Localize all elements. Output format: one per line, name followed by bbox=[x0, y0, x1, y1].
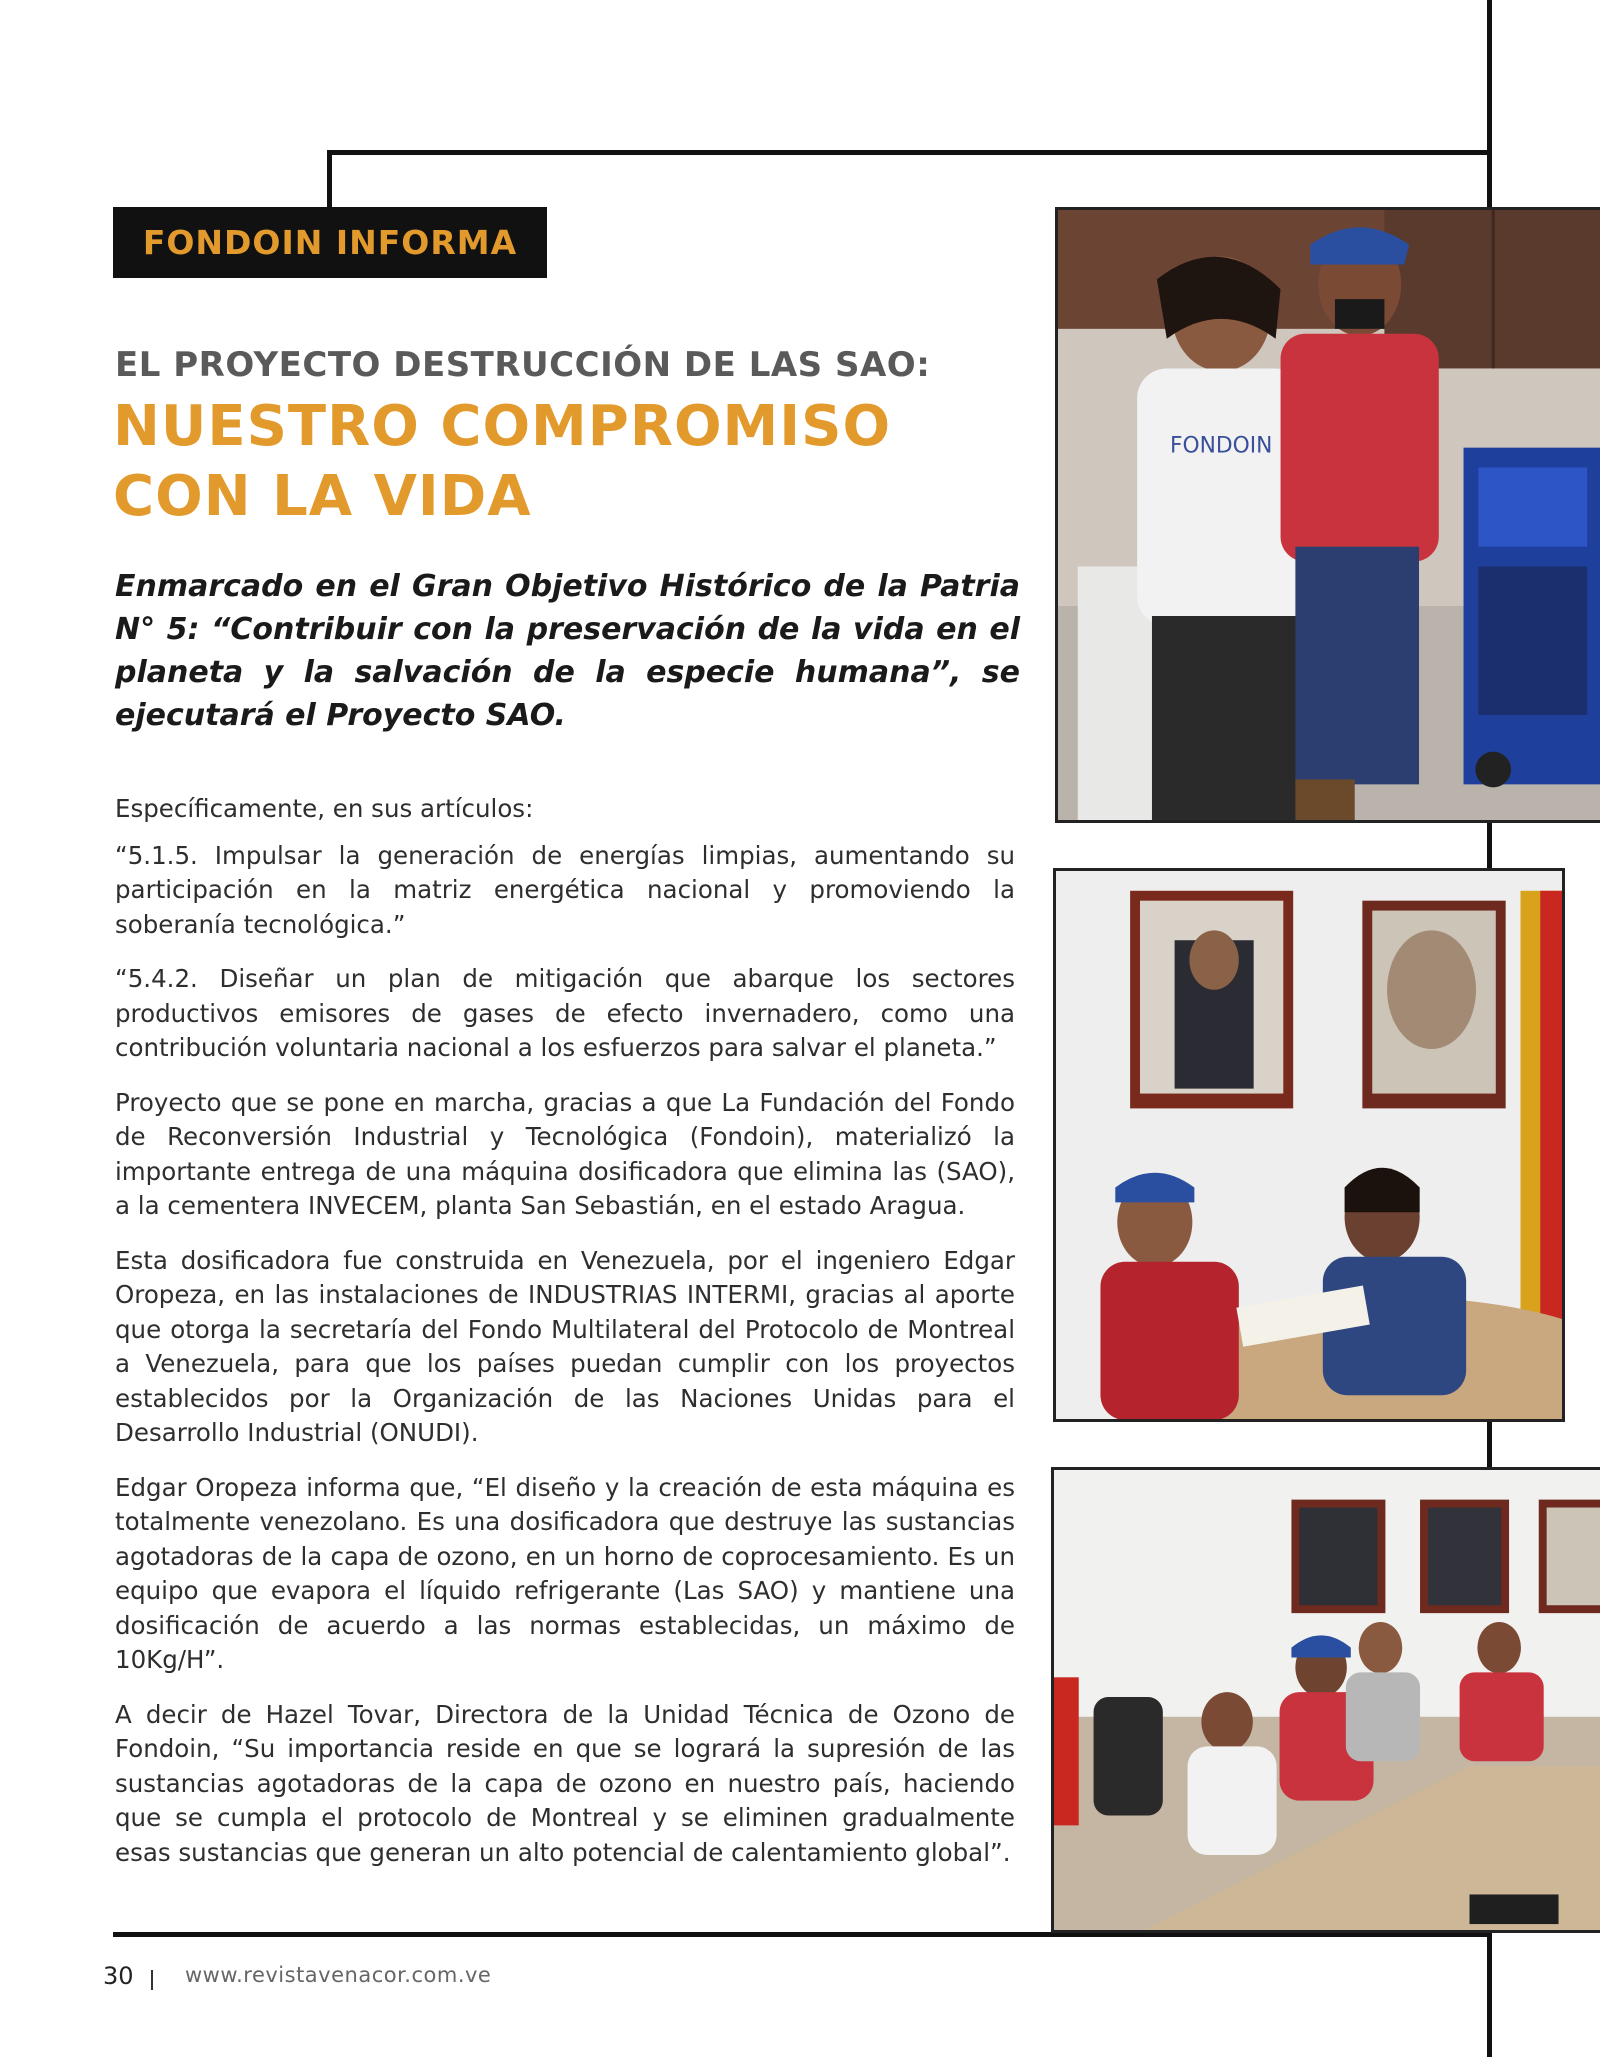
headline-line-2: CON LA VIDA bbox=[113, 464, 532, 529]
photo1-shirt-text: FONDOIN bbox=[1169, 433, 1273, 459]
section-tag-label: FONDOIN INFORMA bbox=[142, 223, 518, 262]
body-paragraph: Proyecto que se pone en marcha, gracias a que La Fundación del Fondo de Reconversión Industrial y Tecnológica (Fondoin), materializó la importante entrega de una máquina dosificadora que elimina las (SAO), a la cementera INVECEM, planta San Sebastián, en el estado Aragua. bbox=[115, 1087, 1015, 1220]
body-paragraph: Específicamente, en sus artículos: bbox=[115, 794, 534, 823]
body-paragraph: Esta dosificadora fue construida en Venezuela, por el ingeniero Edgar Oropeza, en las instalaciones de INDUSTRIAS INTERMI, gracias al aporte que otorga la secretaría del Fondo Multilateral del Protocolo de Montreal a Venezuela, para que los países puedan cumplir con los proyectos establecidos por la Organización de las Naciones Unidas para el Desarrollo Industrial (ONUDI). bbox=[115, 1245, 1015, 1447]
article-kicker: EL PROYECTO DESTRUCCIÓN DE LAS SAO: bbox=[115, 345, 931, 385]
page-number: 30 bbox=[103, 1962, 134, 1990]
photo-meeting-room bbox=[1051, 1467, 1600, 1933]
headline-line-1: NUESTRO COMPROMISO bbox=[113, 394, 892, 459]
frame-top-left-tick bbox=[327, 150, 332, 208]
article-headline bbox=[113, 392, 1013, 532]
footer-separator bbox=[151, 1970, 153, 1990]
article-body bbox=[115, 792, 1015, 1890]
article-lead: Enmarcado en el Gran Objetivo Histórico de la Patria N° 5: “Contribuir con la preservación de la vida en el planeta y la salvación de la especie humana”, se ejecutará el Proyecto SAO. bbox=[115, 569, 1020, 733]
body-paragraph: A decir de Hazel Tovar, Directora de la Unidad Técnica de Ozono de Fondoin, “Su importancia reside en que se logrará la supresión de las sustancias agotadoras de la capa de ozono en nuestro país, haciendo que se cumpla el protocolo de Montreal y se eliminen gradualmente esas sustancias que generan un alto potencial de calentamiento global”. bbox=[115, 1699, 1015, 1867]
footer-url: www.revistavenacor.com.ve bbox=[185, 1963, 492, 1987]
frame-top-horizontal-line bbox=[327, 150, 1490, 155]
body-paragraph: “5.1.5. Impulsar la generación de energías limpias, aumentando su participación en la matriz energética nacional y promoviendo la soberanía tecnológica.” bbox=[115, 840, 1015, 939]
photo-signing-ceremony bbox=[1053, 868, 1565, 1422]
body-paragraph: “5.4.2. Diseñar un plan de mitigación que abarque los sectores productivos emisores de gases de efecto invernadero, como una contribución voluntaria nacional a los esfuerzos para salvar el planeta.” bbox=[115, 964, 1015, 1062]
photo-women-with-machine bbox=[1055, 207, 1600, 823]
body-paragraph: Edgar Oropeza informa que, “El diseño y la creación de esta máquina es totalmente venezolano. Es una dosificadora que destruye las sustancias agotadoras de la capa de ozono, en un horno de coprocesamiento. Es un equipo que evapora el líquido refrigerante (Las SAO) y mantiene una dosificación de acuerdo a las normas establecidas, un máximo de 10Kg/H”. bbox=[115, 1472, 1015, 1674]
section-tag bbox=[113, 207, 547, 278]
